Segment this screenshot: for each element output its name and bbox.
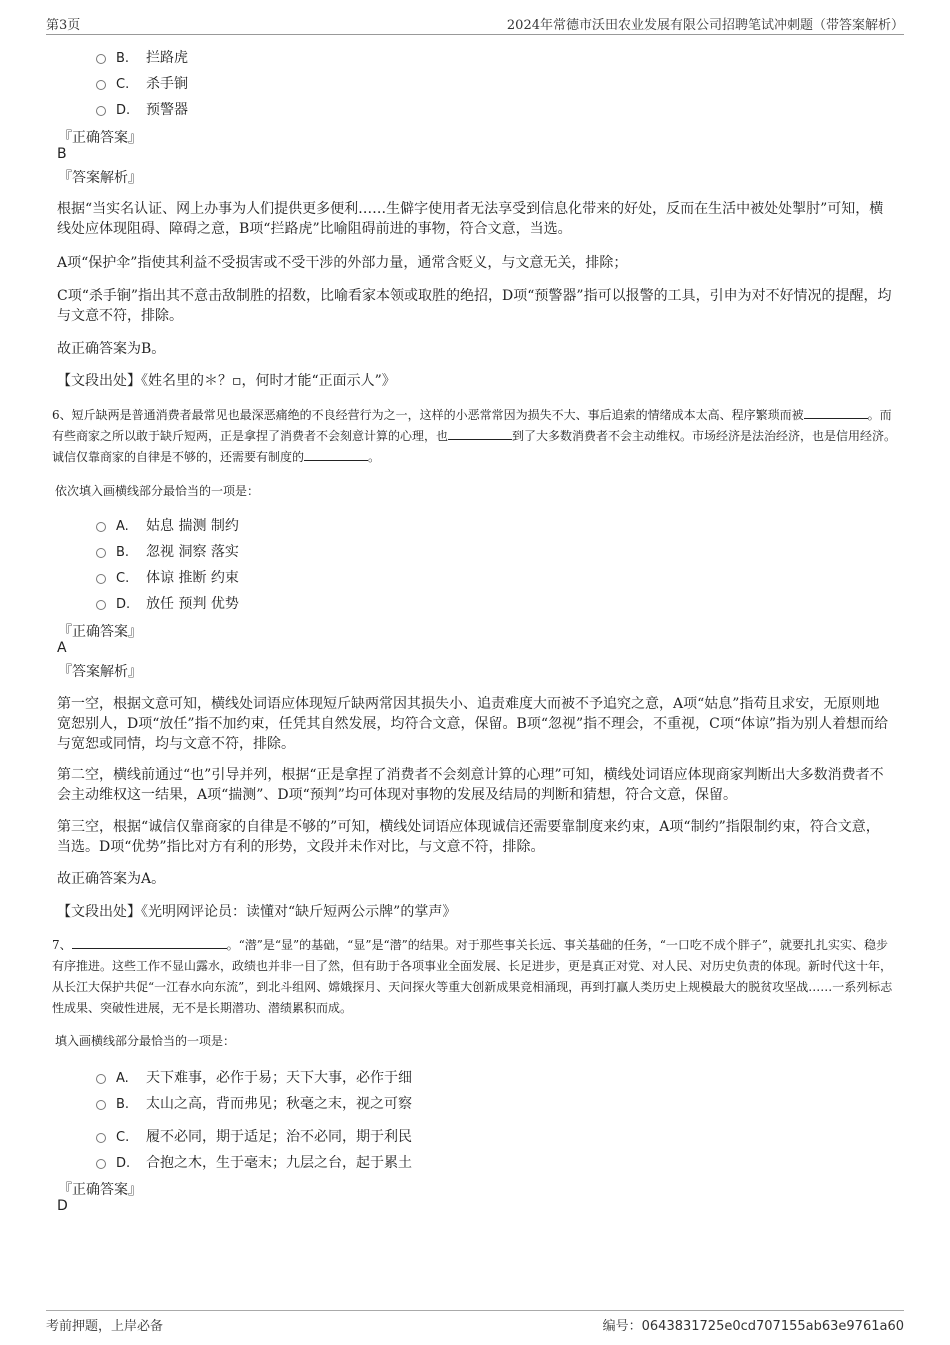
footer-slogan: 考前押题，上岸必备 xyxy=(46,1319,164,1334)
radio-icon[interactable] xyxy=(96,1100,106,1110)
option-a[interactable]: A. 姑息 揣测 制约 xyxy=(96,515,239,535)
analysis-paragraph: C项“杀手锏”指出其不意击敌制胜的招数，比喻看家本领或取胜的绝招，D项“预警器”指可以报警的工具，引申为对不好情况的提醒，均与文意不符，排除。 xyxy=(57,288,892,324)
option-c[interactable]: C. 体谅 推断 约束 xyxy=(96,567,239,587)
analysis-paragraph: 第三空，根据“诚信仅靠商家的自律是不够的”可知，横线处词语应体现诚信还需要靠制度来约束，A项“制约”指限制约束，符合文意，当选。D项“优势”指比对方有利的形势，文段并未作对比，与文意不符，排除。 xyxy=(57,819,880,855)
radio-icon[interactable] xyxy=(96,548,106,558)
question-stem: 7、 。“潜”是“显”的基础，“显”是“潜”的结果。对于那些事关长远、事关基础的任务，“一口吃不成个胖子”，就要扎扎实实、稳步有序推进。这些工作不显山露水，政绩也并非一目了然，但有助于各项事业全面发展、长足进步，更是真正对党、对人民、对历史负责的体现。新时代这十年，从长江大保护共促“一江春水向东流”，到北斗组网、嫦娥探月、天问探火等重大创新成果竞相涌现，再到打赢人类历史上规模最大的脱贫攻坚战……一系列标志性成果、突破性进展，无不是长期潜功、潜绩累积而成。 xyxy=(52,935,897,1019)
radio-icon[interactable] xyxy=(96,1159,106,1169)
analysis-paragraph: 根据“当实名认证、网上办事为人们提供更多便利……生僻字使用者无法享受到信息化带来的好处，反而在生活中被处处掣肘”可知，横线处应体现阻碍、障碍之意，B项“拦路虎”比喻阻碍前进的事物，符合文意，当选。 xyxy=(57,201,884,237)
option-c[interactable]: C. 履不必同，期于适足；治不必同，期于利民 xyxy=(96,1126,412,1146)
radio-icon[interactable] xyxy=(96,106,106,116)
footer-rule xyxy=(46,1310,904,1311)
analysis-conclusion: 故正确答案为B。 xyxy=(57,341,166,357)
question-prompt: 填入画横线部分最恰当的一项是： xyxy=(55,1034,236,1048)
option-d[interactable]: D. 合抱之木，生于毫末；九层之台，起于累土 xyxy=(96,1152,412,1172)
source-citation: 【文段出处】《光明网评论员：读懂对“缺斤短两公示牌”的掌声》 xyxy=(57,904,457,920)
document-code: 编号：0643831725e0cd707155ab63e9761a60 xyxy=(602,1319,904,1334)
option-d[interactable]: D. 预警器 xyxy=(96,99,188,119)
blank-line xyxy=(304,447,368,461)
question-prompt: 依次填入画横线部分最恰当的一项是： xyxy=(55,484,260,498)
page-number: 第3页 xyxy=(46,18,81,33)
blank-line xyxy=(448,426,512,440)
document-title: 2024年常德市沃田农业发展有限公司招聘笔试冲刺题（带答案解析） xyxy=(506,18,904,33)
blank-line xyxy=(804,405,868,419)
answer-value: D xyxy=(57,1198,68,1214)
question-stem: 6、短斤缺两是普通消费者最常见也最深恶痛绝的不良经营行为之一，这样的小恶常常因为损失不大、事后追索的情绪成本太高、程序繁琐而被 。而有些商家之所以敢于缺斤短两，正是拿捏了消费者不会刻意计算的心理，也 到了大多数消费者不会主动维权。市场经济是法治经济，也是信用经济。诚信仅靠商家的自律是不够的，还需要有制度的 。 xyxy=(52,405,897,468)
answer-label: 『正确答案』 xyxy=(58,624,142,640)
analysis-paragraph: 第二空，横线前通过“也”引导并列，根据“正是拿捏了消费者不会刻意计算的心理”可知，横线处词语应体现商家判断出大多数消费者不会主动维权这一结果，A项“揣测”、D项“预判”均可体现对事物的发展及结局的判断和猜想，符合文意，保留。 xyxy=(57,767,884,803)
blank-line xyxy=(72,935,227,949)
radio-icon[interactable] xyxy=(96,54,106,64)
radio-icon[interactable] xyxy=(96,600,106,610)
analysis-paragraph: A项“保护伞”指使其利益不受损害或不受干涉的外部力量，通常含贬义，与文意无关，排除； xyxy=(57,255,628,271)
radio-icon[interactable] xyxy=(96,574,106,584)
option-b[interactable]: B. 太山之高，背而弗见；秋毫之末，视之可察 xyxy=(96,1093,412,1113)
option-a[interactable]: A. 天下难事，必作于易；天下大事，必作于细 xyxy=(96,1067,412,1087)
answer-value: B xyxy=(57,146,67,162)
answer-value: A xyxy=(57,640,67,656)
analysis-label: 『答案解析』 xyxy=(58,170,142,186)
answer-label: 『正确答案』 xyxy=(58,130,142,146)
analysis-conclusion: 故正确答案为A。 xyxy=(57,871,166,887)
radio-icon[interactable] xyxy=(96,1074,106,1084)
radio-icon[interactable] xyxy=(96,522,106,532)
radio-icon[interactable] xyxy=(96,1133,106,1143)
option-b[interactable]: B. 忽视 洞察 落实 xyxy=(96,541,239,561)
header-rule xyxy=(46,34,904,35)
option-b[interactable]: B. 拦路虎 xyxy=(96,47,188,67)
option-c[interactable]: C. 杀手锏 xyxy=(96,73,188,93)
radio-icon[interactable] xyxy=(96,80,106,90)
answer-label: 『正确答案』 xyxy=(58,1182,142,1198)
analysis-paragraph: 第一空，根据文意可知，横线处词语应体现短斤缺两常因其损失小、追责难度大而被不予追究之意，A项“姑息”指苟且求安，无原则地宽恕别人，D项“放任”指不加约束，任凭其自然发展，均符合文意，保留。B项“忽视”指不理会，不重视，C项“体谅”指为别人着想而给与宽恕或同情，均与文意不符，排除。 xyxy=(57,696,889,752)
option-d[interactable]: D. 放任 预判 优势 xyxy=(96,593,239,613)
analysis-label: 『答案解析』 xyxy=(58,664,142,680)
source-citation: 【文段出处】《姓名里的＊？▫，何时才能“正面示人”》 xyxy=(57,373,396,389)
